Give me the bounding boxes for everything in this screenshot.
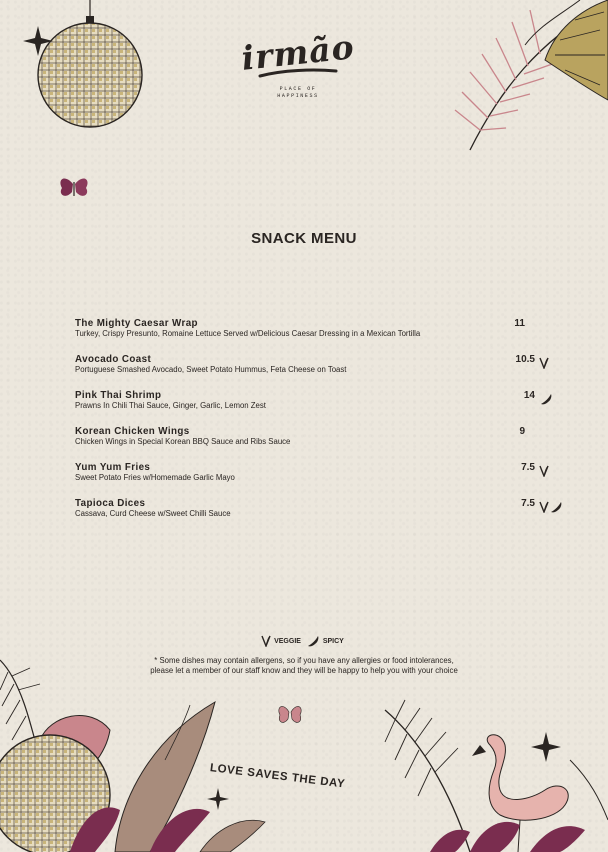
tropical-foliage-icon — [0, 660, 265, 852]
menu-title: SNACK MENU — [251, 230, 357, 247]
disco-ball-icon — [36, 0, 146, 131]
menu-item — [75, 498, 555, 534]
item-price: 14 — [523, 390, 535, 401]
item-description: Chicken Wings in Special Korean BBQ Sauce and Ribs Sauce — [75, 437, 291, 446]
spicy-label: SPICY — [322, 637, 344, 645]
menu-item — [75, 354, 555, 390]
item-price: 7.5 — [521, 498, 535, 509]
item-name: The Mighty Caesar Wrap — [75, 318, 198, 329]
veggie-icon — [539, 462, 549, 474]
veggie-icon — [261, 635, 271, 647]
item-price: 10.5 — [515, 354, 535, 365]
tagline: LOVE SAVES THE DAY — [209, 762, 346, 791]
menu-item — [75, 390, 555, 426]
item-price: 11 — [514, 318, 525, 329]
allergen-note — [80, 656, 528, 676]
dietary-legend — [0, 635, 608, 647]
item-name: Korean Chicken Wings — [75, 426, 190, 437]
spicy-icon — [539, 390, 553, 402]
logo-wordmark: irmão — [239, 27, 357, 78]
menu-items-list — [75, 318, 555, 534]
item-name: Yum Yum Fries — [75, 462, 151, 473]
brand-logo — [236, 27, 360, 100]
item-price: 9 — [519, 426, 525, 437]
butterfly-icon — [60, 178, 87, 196]
menu-item — [75, 426, 555, 462]
veggie-label: VEGGIE — [274, 637, 301, 645]
item-description: Cassava, Curd Cheese w/Sweet Chilli Sauce — [75, 509, 231, 518]
logo-subtitle-line1: PLACE OF — [279, 86, 317, 92]
veggie-icon — [539, 354, 549, 366]
allergen-note-line2: please let a member of our staff know and they will be happy to help you with your choice — [150, 666, 458, 675]
item-price: 7.5 — [521, 462, 535, 473]
sparkle-icon — [207, 788, 229, 810]
spicy-icon — [306, 635, 320, 647]
menu-item — [75, 318, 555, 354]
item-description: Turkey, Crispy Presunto, Romaine Lettuce Served w/Delicious Caesar Dressing in a Mexican Tortilla — [75, 329, 421, 338]
logo-subtitle-line2: HAPPINESS — [277, 93, 319, 99]
sparkle-icon — [531, 732, 561, 762]
veggie-icon — [539, 498, 549, 510]
menu-item — [75, 462, 555, 498]
item-name: Avocado Coast — [75, 354, 152, 365]
butterfly-icon — [279, 706, 301, 722]
palm-leaf-icon — [455, 0, 608, 150]
flamingo-icon — [430, 735, 585, 852]
allergen-note-line1: * Some dishes may contain allergens, so if you have any allergies or food intolerances, — [154, 656, 454, 665]
item-description: Portuguese Smashed Avocado, Sweet Potato Hummus, Feta Cheese on Toast — [75, 365, 347, 374]
spicy-icon — [549, 498, 563, 510]
item-name: Tapioca Dices — [75, 498, 146, 509]
item-description: Sweet Potato Fries w/Homemade Garlic Mayo — [75, 473, 235, 482]
item-description: Prawns In Chili Thai Sauce, Ginger, Garlic, Lemon Zest — [75, 401, 266, 410]
item-name: Pink Thai Shrimp — [75, 390, 162, 401]
